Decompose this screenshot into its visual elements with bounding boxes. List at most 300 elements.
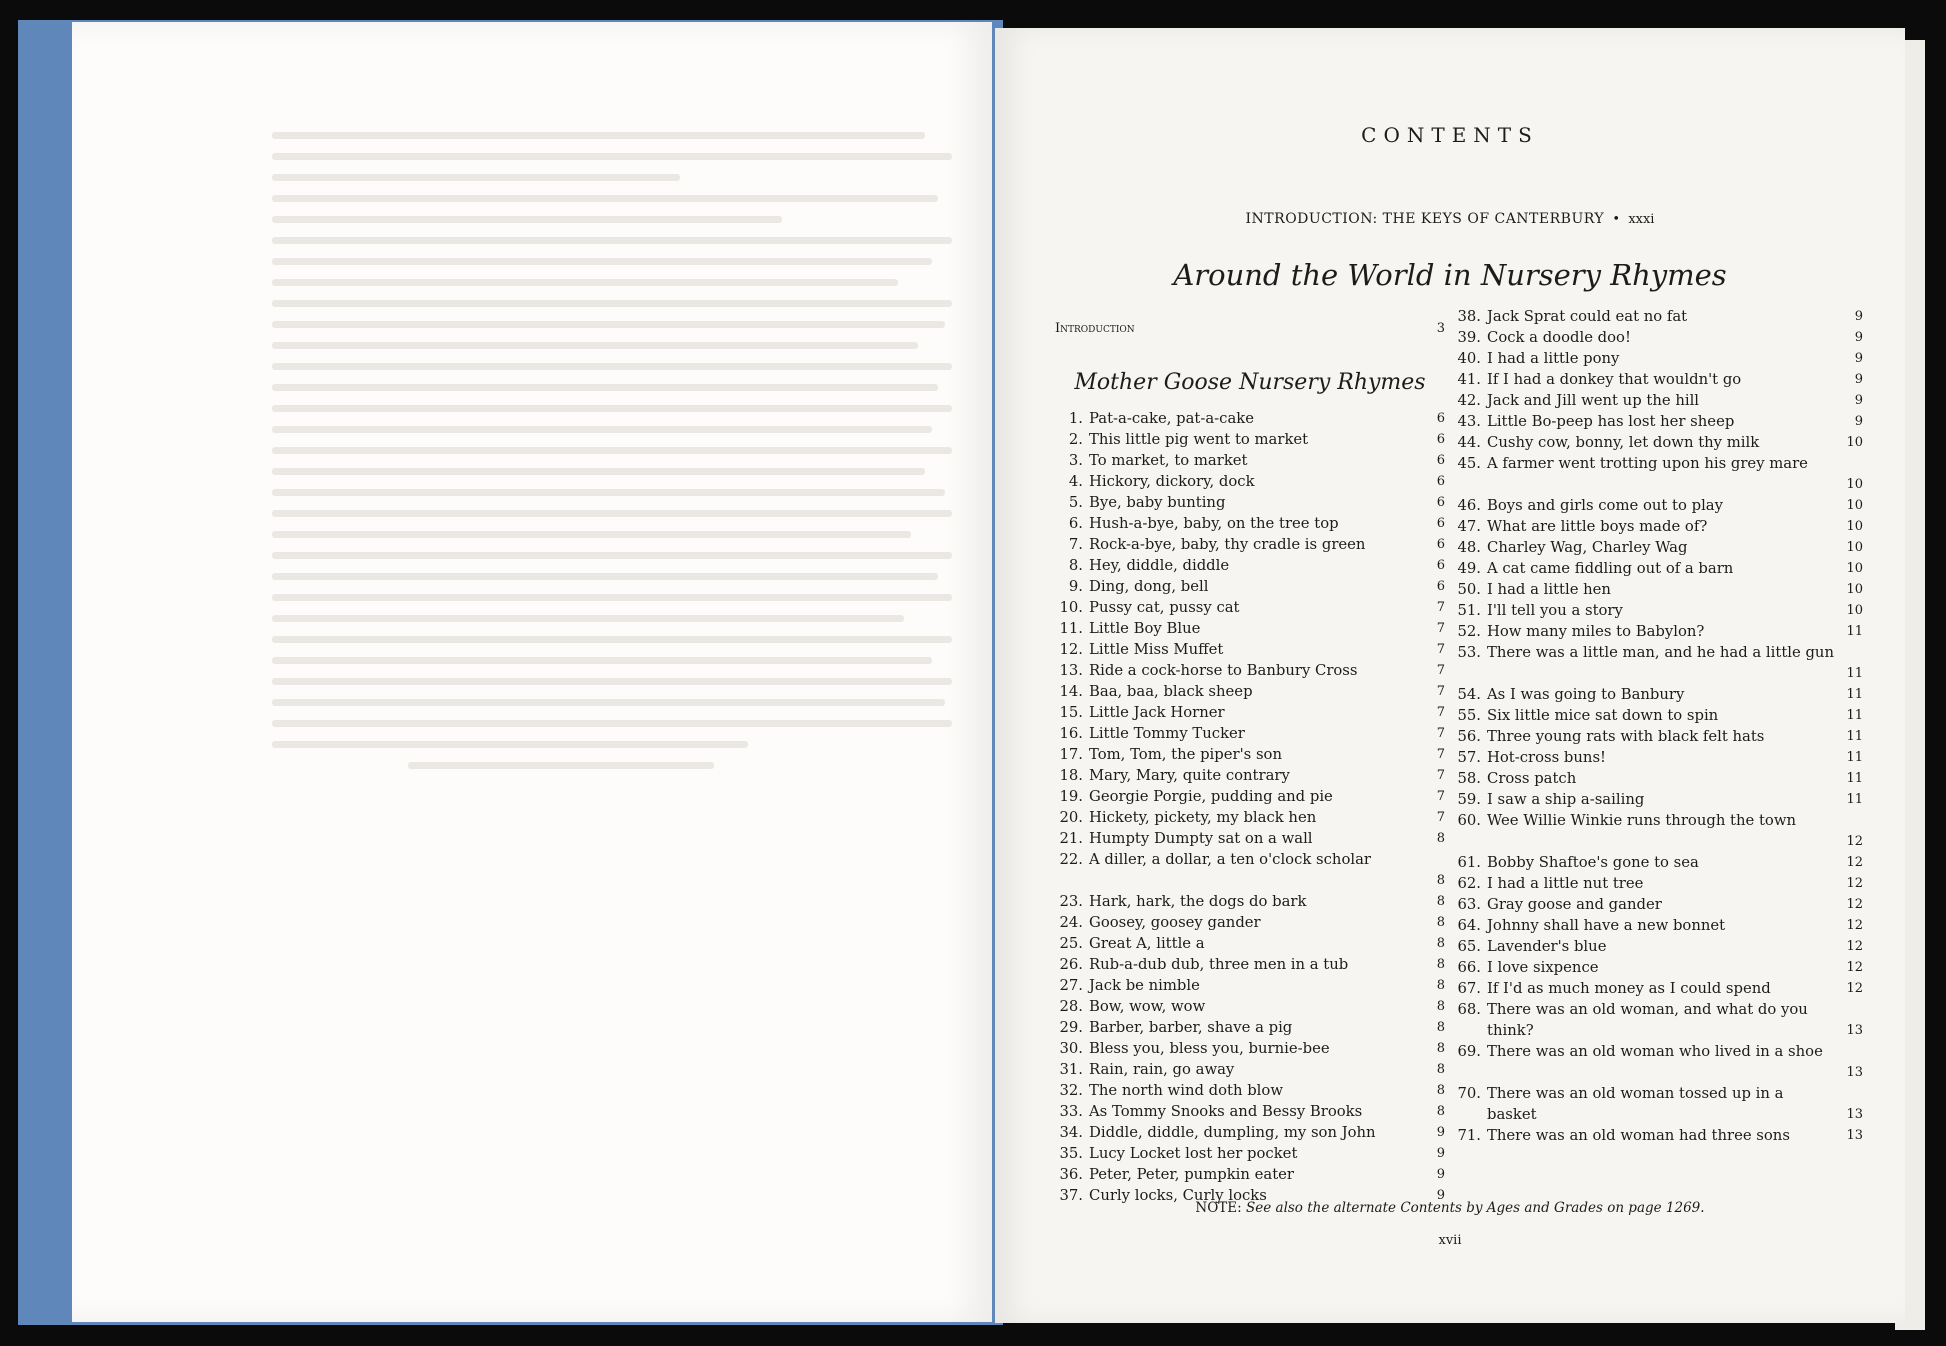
entry-title: Lavender's blue [1487,938,1607,955]
introduction-label: INTRODUCTION: THE KEYS OF CANTERBURY [1245,211,1605,227]
entry-page: 11 [1846,750,1863,765]
entry-number: 56. [1457,728,1481,745]
entry-title: As I was going to Banbury [1487,686,1685,703]
contents-entry [1055,1017,1445,1038]
entry-number: 48. [1457,539,1481,556]
entry-page: 12 [1846,855,1863,870]
entry-number: 34. [1059,1124,1083,1141]
entry-number: 13. [1059,662,1083,679]
entry-page: 8 [1436,873,1445,888]
entry-number: 61. [1457,854,1481,871]
contents-entry [1453,873,1863,894]
entry-number: 40. [1457,350,1481,367]
entry-page: 13 [1846,1128,1863,1143]
entry-page: 7 [1436,768,1445,783]
entry-title: Little Bo-peep has lost her sheep [1487,413,1735,430]
contents-entry [1453,999,1863,1041]
entry-page: 8 [1436,1104,1445,1119]
contents-entry [1453,390,1863,411]
entry-number: 67. [1457,980,1481,997]
entry-page: 7 [1436,663,1445,678]
entry-number: 24. [1059,914,1083,931]
entry-title: There was a little man, and he had a little gun [1487,644,1834,661]
entry-number: 20. [1059,809,1083,826]
entry-page: 9 [1436,1188,1445,1203]
entry-number: 22. [1059,851,1083,868]
entry-page: 12 [1846,876,1863,891]
entry-title: Diddle, diddle, dumpling, my son John [1089,1124,1376,1141]
entry-title: I saw a ship a-sailing [1487,791,1645,808]
entry-page: 9 [1854,414,1863,429]
entry-number: 14. [1059,683,1083,700]
entry-title: Three young rats with black felt hats [1487,728,1765,745]
entry-number: 28. [1059,998,1083,1015]
entry-page: 6 [1436,516,1445,531]
entry-page: 6 [1436,474,1445,489]
entry-number: 37. [1059,1187,1083,1204]
contents-entry [1453,432,1863,453]
entry-title: I love sixpence [1487,959,1599,976]
contents-entry [1453,348,1863,369]
entry-page: 6 [1436,558,1445,573]
entry-number: 27. [1059,977,1083,994]
entry-title: This little pig went to market [1089,431,1309,448]
entry-number: 44. [1457,434,1481,451]
entry-title: Charley Wag, Charley Wag [1487,539,1688,556]
entry-number: 41. [1457,371,1481,388]
entry-page: 6 [1436,495,1445,510]
entry-page: 11 [1846,624,1863,639]
entry-page: 11 [1846,687,1863,702]
entry-number: 55. [1457,707,1481,724]
contents-entry [1453,369,1863,390]
entry-number: 3. [1068,452,1083,469]
entry-title: Rub-a-dub dub, three men in a tub [1089,956,1349,973]
contents-entry [1055,702,1445,723]
entry-title: Hot-cross buns! [1487,749,1606,766]
entry-number: 16. [1059,725,1083,742]
entry-number: 51. [1457,602,1481,619]
entry-page: 12 [1846,897,1863,912]
entry-title: Ding, dong, bell [1089,578,1209,595]
entry-number: 38. [1457,308,1481,325]
contents-entry [1055,597,1445,618]
entry-title: Wee Willie Winkie runs through the town [1487,812,1797,829]
contents-entry [1453,537,1863,558]
entry-number: 60. [1457,812,1481,829]
entry-page: 12 [1846,918,1863,933]
contents-entry [1453,327,1863,348]
entry-page: 8 [1436,1083,1445,1098]
entry-number: 9. [1068,578,1083,595]
entry-title: Hark, hark, the dogs do bark [1089,893,1307,910]
entry-title: How many miles to Babylon? [1487,623,1705,640]
entry-title: Boys and girls come out to play [1487,497,1723,514]
contents-entry [1055,576,1445,597]
entry-title: To market, to market [1089,452,1248,469]
entry-page: 10 [1846,477,1863,492]
contents-entry [1055,534,1445,555]
intro-entry-label: Introduction [1055,321,1135,336]
contents-entry [1453,453,1863,495]
contents-entry [1453,600,1863,621]
entry-title: Rain, rain, go away [1089,1061,1235,1078]
entry-title: Curly locks, Curly locks [1089,1187,1267,1204]
contents-entry [1453,852,1863,873]
entry-page: 7 [1436,642,1445,657]
entry-number: 33. [1059,1103,1083,1120]
entry-number: 31. [1059,1061,1083,1078]
entry-number: 23. [1059,893,1083,910]
entry-number: 26. [1059,956,1083,973]
entry-number: 6. [1068,515,1083,532]
contents-entry [1453,495,1863,516]
contents-entry [1055,933,1445,954]
entry-title: Jack Sprat could eat no fat [1487,308,1688,325]
entry-number: 58. [1457,770,1481,787]
contents-column-right [1453,306,1863,1146]
contents-entry [1453,978,1863,999]
contents-entry [1453,1041,1863,1083]
contents-entry [1055,1080,1445,1101]
entry-title: Bye, baby bunting [1089,494,1226,511]
entry-page: 13 [1846,1065,1863,1080]
entry-title: Rock-a-bye, baby, thy cradle is green [1089,536,1366,553]
entry-number: 69. [1457,1043,1481,1060]
contents-entry [1453,747,1863,768]
entry-page: 9 [1854,351,1863,366]
entry-number: 15. [1059,704,1083,721]
entry-page: 9 [1854,372,1863,387]
entry-title: I'll tell you a story [1487,602,1623,619]
contents-entry [1055,681,1445,702]
entry-number: 68. [1457,1001,1481,1018]
contents-entry [1055,975,1445,996]
entry-title: Great A, little a [1089,935,1205,952]
entry-page: 11 [1846,792,1863,807]
entry-page: 8 [1436,1062,1445,1077]
contents-entry [1055,555,1445,576]
contents-entry [1453,936,1863,957]
note-text: See also the alternate Contents by Ages and Grades on page 1269. [1246,1200,1705,1216]
contents-entry [1055,660,1445,681]
entry-number: 18. [1059,767,1083,784]
entry-page: 11 [1846,666,1863,681]
entry-title: Bobby Shaftoe's gone to sea [1487,854,1699,871]
entry-page: 11 [1846,729,1863,744]
contents-entry [1055,1164,1445,1185]
entry-number: 30. [1059,1040,1083,1057]
contents-entry [1453,789,1863,810]
entry-title: Jack and Jill went up the hill [1487,392,1700,409]
entry-number: 21. [1059,830,1083,847]
entry-title: Bless you, bless you, burnie-bee [1089,1040,1330,1057]
entry-title: Little Jack Horner [1089,704,1225,721]
entry-number: 43. [1457,413,1481,430]
entry-title: Peter, Peter, pumpkin eater [1089,1166,1295,1183]
contents-entry [1453,621,1863,642]
contents-entry [1055,828,1445,849]
entry-number: 5. [1068,494,1083,511]
entry-number: 59. [1457,791,1481,808]
contents-entry [1055,849,1445,891]
entry-number: 39. [1457,329,1481,346]
entry-page: 9 [1854,393,1863,408]
section-title: Around the World in Nursery Rhymes [1173,258,1727,292]
entry-page: 10 [1846,561,1863,576]
entry-page: 6 [1436,579,1445,594]
contents-entry [1453,957,1863,978]
entry-title: I had a little hen [1487,581,1611,598]
entry-number: 29. [1059,1019,1083,1036]
entry-page: 13 [1846,1107,1863,1122]
entry-page: 8 [1436,1041,1445,1056]
entry-number: 8. [1068,557,1083,574]
entry-title: As Tommy Snooks and Bessy Brooks [1089,1103,1363,1120]
contents-entry [1055,1101,1445,1122]
contents-entry [1055,513,1445,534]
entry-page: 12 [1846,834,1863,849]
contents-entry [1453,915,1863,936]
contents-entry [1453,705,1863,726]
entry-title: Lucy Locket lost her pocket [1089,1145,1298,1162]
entry-title: If I'd as much money as I could spend [1487,980,1771,997]
entry-number: 70. [1457,1085,1481,1102]
entry-title: Baa, baa, black sheep [1089,683,1253,700]
contents-entry [1055,618,1445,639]
entry-title: Hush-a-bye, baby, on the tree top [1089,515,1339,532]
contents-entry [1055,744,1445,765]
entry-page: 6 [1436,453,1445,468]
entry-number: 57. [1457,749,1481,766]
entry-number: 63. [1457,896,1481,913]
contents-entry [1055,765,1445,786]
entry-title: Gray goose and gander [1487,896,1662,913]
entry-title: There was an old woman who lived in a shoe [1487,1043,1823,1060]
entry-number: 66. [1457,959,1481,976]
note [995,1200,1905,1216]
entry-number: 65. [1457,938,1481,955]
entry-page: 9 [1854,330,1863,345]
entry-page: 8 [1436,831,1445,846]
contents-entry [1453,810,1863,852]
contents-entry [1055,891,1445,912]
entry-number: 1. [1068,410,1083,427]
entry-page: 12 [1846,981,1863,996]
entry-title: I had a little pony [1487,350,1620,367]
entry-list-left [1055,408,1445,1206]
contents-entry [1055,639,1445,660]
entry-page: 9 [1436,1146,1445,1161]
entry-page: 10 [1846,435,1863,450]
entry-title: Tom, Tom, the piper's son [1089,746,1282,763]
contents-entry [1453,768,1863,789]
entry-title: Six little mice sat down to spin [1487,707,1719,724]
contents-entry [1453,306,1863,327]
contents-entry [1055,450,1445,471]
contents-entry [1453,579,1863,600]
contents-heading: CONTENTS [1361,123,1539,147]
entry-number: 62. [1457,875,1481,892]
entry-number: 52. [1457,623,1481,640]
contents-entry [1453,558,1863,579]
entry-page: 13 [1846,1023,1863,1038]
page-number: xvii [1438,1233,1462,1248]
contents-entry [1453,1083,1863,1125]
entry-title: Little Miss Muffet [1089,641,1224,658]
entry-page: 7 [1436,726,1445,741]
entry-page: 10 [1846,603,1863,618]
entry-number: 46. [1457,497,1481,514]
entry-page: 8 [1436,894,1445,909]
entry-number: 64. [1457,917,1481,934]
bleed-through-text [272,132,952,783]
entry-number: 2. [1068,431,1083,448]
entry-page: 8 [1436,957,1445,972]
entry-title: Little Tommy Tucker [1089,725,1245,742]
contents-entry [1055,996,1445,1017]
contents-entry [1453,516,1863,537]
entry-title: A cat came fiddling out of a barn [1487,560,1734,577]
entry-page: 9 [1436,1167,1445,1182]
entry-title: Goosey, goosey gander [1089,914,1261,931]
entry-title: Pat-a-cake, pat-a-cake [1089,410,1255,427]
entry-page: 7 [1436,705,1445,720]
entry-number: 53. [1457,644,1481,661]
entry-number: 25. [1059,935,1083,952]
entry-page: 10 [1846,498,1863,513]
entry-page: 8 [1436,915,1445,930]
contents-entry [1453,642,1863,684]
entry-number: 42. [1457,392,1481,409]
entry-number: 17. [1059,746,1083,763]
intro-entry-page: 3 [1436,321,1445,336]
contents-entry [1055,807,1445,828]
contents-entry [1453,684,1863,705]
entry-number: 12. [1059,641,1083,658]
entry-number: 7. [1068,536,1083,553]
contents-entry [1453,411,1863,432]
entry-page: 9 [1436,1125,1445,1140]
entry-title: Cushy cow, bonny, let down thy milk [1487,434,1760,451]
entry-page: 7 [1436,684,1445,699]
entry-title: Georgie Porgie, pudding and pie [1089,788,1333,805]
entry-title: Humpty Dumpty sat on a wall [1089,830,1313,847]
entry-page: 6 [1436,537,1445,552]
introduction-line [995,211,1905,227]
entry-page: 9 [1854,309,1863,324]
entry-page: 10 [1846,540,1863,555]
contents-entry [1055,492,1445,513]
contents-column-left [1055,318,1445,1206]
entry-title: Ride a cock-horse to Banbury Cross [1089,662,1358,679]
entry-title: Cross patch [1487,770,1577,787]
entry-title: Mary, Mary, quite contrary [1089,767,1290,784]
entry-title: Cock a doodle doo! [1487,329,1631,346]
entry-page: 12 [1846,960,1863,975]
entry-title: Barber, barber, shave a pig [1089,1019,1293,1036]
entry-number: 49. [1457,560,1481,577]
entry-page: 6 [1436,432,1445,447]
entry-page: 7 [1436,600,1445,615]
entry-page: 12 [1846,939,1863,954]
entry-list-right [1453,306,1863,1146]
entry-page: 8 [1436,978,1445,993]
contents-entry [1453,1125,1863,1146]
entry-page: 11 [1846,708,1863,723]
entry-page: 7 [1436,789,1445,804]
contents-entry [1055,408,1445,429]
entry-title: Little Boy Blue [1089,620,1201,637]
entry-number: 19. [1059,788,1083,805]
contents-entry [1055,429,1445,450]
entry-title: A diller, a dollar, a ten o'clock scholar [1089,851,1371,868]
entry-title: There was an old woman tossed up in a basket [1487,1085,1784,1123]
contents-entry [1055,786,1445,807]
entry-number: 4. [1068,473,1083,490]
entry-number: 50. [1457,581,1481,598]
contents-entry [1453,726,1863,747]
entry-title: Bow, wow, wow [1089,998,1206,1015]
entry-page: 8 [1436,999,1445,1014]
entry-number: 36. [1059,1166,1083,1183]
entry-number: 11. [1059,620,1083,637]
entry-title: I had a little nut tree [1487,875,1644,892]
entry-number: 45. [1457,455,1481,472]
entry-title: There was an old woman had three sons [1487,1127,1790,1144]
contents-entry [1453,894,1863,915]
entry-page: 7 [1436,621,1445,636]
contents-entry [1055,1059,1445,1080]
entry-number: 54. [1457,686,1481,703]
entry-title: Pussy cat, pussy cat [1089,599,1240,616]
subsection-title: Mother Goose Nursery Rhymes [1074,370,1426,395]
entry-page: 11 [1846,771,1863,786]
note-lead: NOTE: [1195,1200,1242,1216]
entry-page: 8 [1436,936,1445,951]
contents-entry [1055,1122,1445,1143]
entry-title: Jack be nimble [1089,977,1200,994]
right-page [995,28,1905,1323]
left-page [72,22,992,1322]
entry-number: 10. [1059,599,1083,616]
contents-entry [1055,954,1445,975]
contents-entry [1055,1143,1445,1164]
contents-entry [1055,723,1445,744]
entry-title: A farmer went trotting upon his grey mare [1487,455,1808,472]
bullet-separator: • [1612,212,1621,227]
entry-title: What are little boys made of? [1487,518,1708,535]
contents-entry [1055,1038,1445,1059]
entry-page: 8 [1436,1020,1445,1035]
entry-title: There was an old woman, and what do you think? [1487,1001,1808,1039]
entry-title: The north wind doth blow [1089,1082,1283,1099]
entry-page: 7 [1436,747,1445,762]
entry-title: If I had a donkey that wouldn't go [1487,371,1742,388]
intro-entry [1055,318,1445,340]
entry-page: 6 [1436,411,1445,426]
entry-page: 7 [1436,810,1445,825]
entry-page: 10 [1846,582,1863,597]
entry-title: Hickety, pickety, my black hen [1089,809,1317,826]
entry-number: 71. [1457,1127,1481,1144]
introduction-page: xxxi [1628,212,1655,227]
entry-number: 32. [1059,1082,1083,1099]
entry-number: 47. [1457,518,1481,535]
entry-page: 10 [1846,519,1863,534]
entry-title: Hickory, dickory, dock [1089,473,1255,490]
contents-entry [1055,912,1445,933]
